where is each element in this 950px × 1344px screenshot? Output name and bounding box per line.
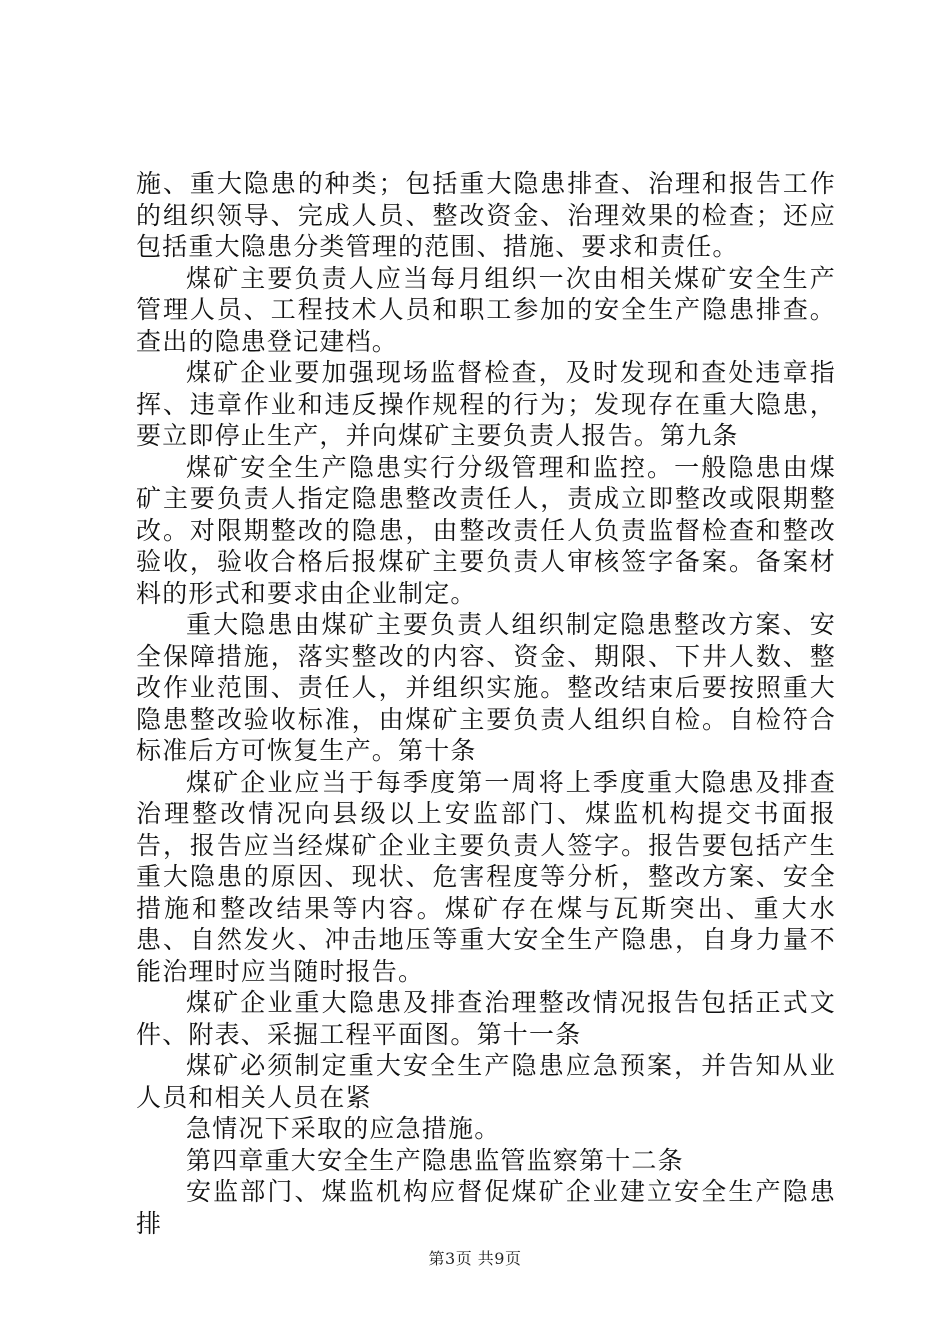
- chapter-heading: 第四章重大安全生产隐患监管监察第十二条: [186, 1145, 684, 1175]
- paragraph-monthly-inspection: 煤矿主要负责人应当每月组织一次由相关煤矿安全生产管理人员、工程技术人员和职工参加的安全生产隐患排查。查出的隐患登记建档。: [136, 263, 836, 356]
- document-body: [136, 168, 836, 1239]
- paragraph-quarterly-report: 煤矿企业应当于每季度第一周将上季度重大隐患及排查治理整改情况向县级以上安监部门、煤监机构提交书面报告，报告应当经煤矿企业主要负责人签字。报告要包括产生重大隐患的原因、现状、危害程度等分析，整改方案、安全措施和整改结果等内容。煤矿存在煤与瓦斯突出、重大水患、自然发火、冲击地压等重大安全生产隐患，自身力量不能治理时应当随时报告。: [136, 767, 836, 986]
- paragraph-major-hazard-plan: 重大隐患由煤矿主要负责人组织制定隐患整改方案、安全保障措施，落实整改的内容、资金、期限、下井人数、整改作业范围、责任人，并组织实施。整改结束后要按照重大隐患整改验收标准，由煤矿主要负责人组织自检。自检符合标准后方可恢复生产。第十条: [136, 610, 836, 765]
- paragraph-graded-management: 煤矿安全生产隐患实行分级管理和监控。一般隐患由煤矿主要负责人指定隐患整改责任人，责成立即整改或限期整改。对限期整改的隐患，由整改责任人负责监督检查和整改验收，验收合格后报煤矿主要负责人审核签字备案。备案材料的形式和要求由企业制定。: [136, 452, 836, 608]
- page-number: 第3页 共9页: [428, 1249, 522, 1268]
- paragraph-site-supervision: 煤矿企业要加强现场监督检查，及时发现和查处违章指挥、违章作业和违反操作规程的行为；发现存在重大隐患，要立即停止生产，并向煤矿主要负责人报告。第九条: [136, 358, 836, 450]
- paragraph-emergency-measures: 急情况下采取的应急措施。: [186, 1114, 501, 1143]
- paragraph-supervision-start: 安监部门、煤监机构应督促煤矿企业建立安全生产隐患排: [136, 1177, 836, 1238]
- paragraph-emergency-plan: 煤矿必须制定重大安全生产隐患应急预案，并告知从业人员和相关人员在紧: [136, 1051, 836, 1112]
- paragraph-continuation: 施、重大隐患的种类；包括重大隐患排查、治理和报告工作的组织领导、完成人员、整改资金、治理效果的检查；还应包括重大隐患分类管理的范围、措施、要求和责任。: [136, 169, 836, 261]
- paragraph-report-contents: 煤矿企业重大隐患及排查治理整改情况报告包括正式文件、附表、采掘工程平面图。第十一条: [136, 988, 836, 1049]
